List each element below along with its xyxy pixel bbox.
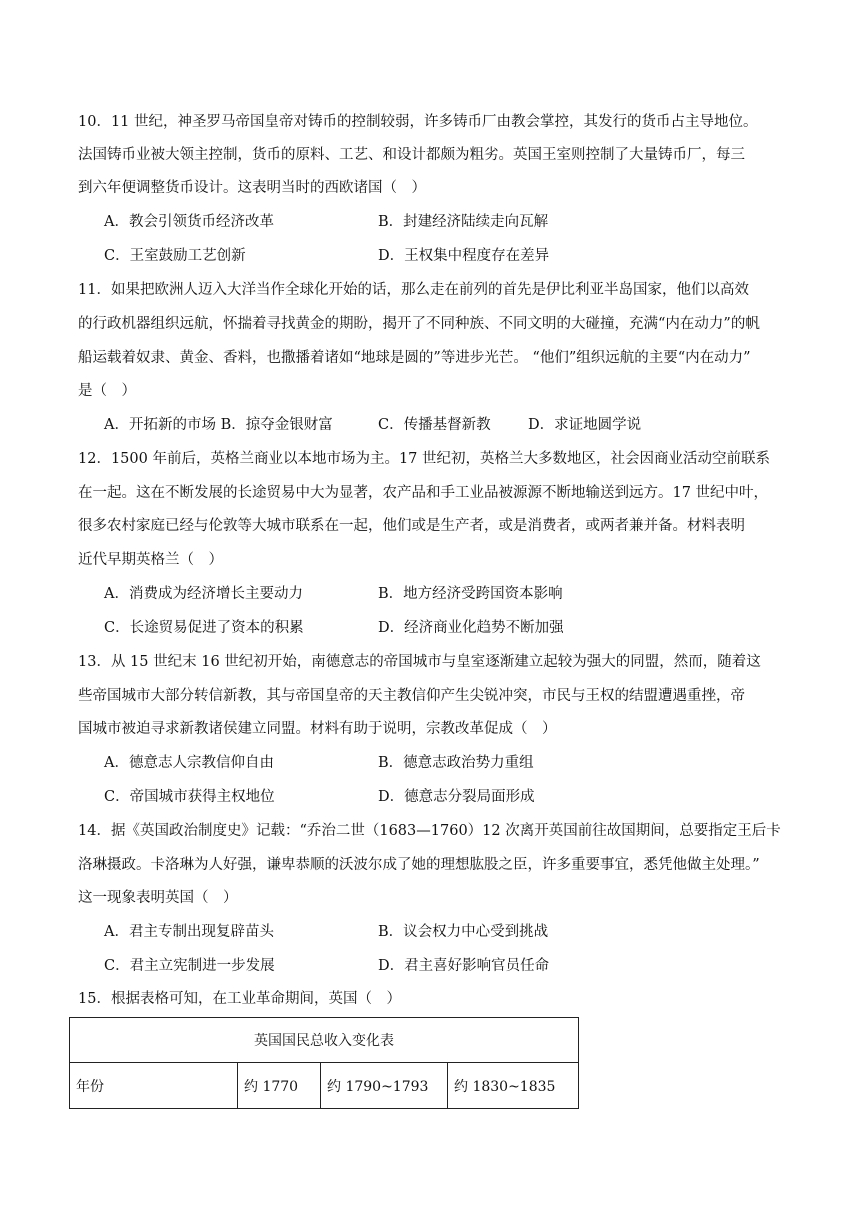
question-12-line-3: 很多农村家庭已经与伦敦等大城市联系在一起，他们或是生产者，或是消费者，或两者兼并备。材料表明 xyxy=(78,518,745,534)
question-14-option-b[interactable]: B．议会权力中心受到挑战 xyxy=(378,924,549,940)
question-10-line-2: 法国铸币业被大领主控制，货币的原料、工艺、和设计都颇为粗劣。英国王室则控制了大量铸币厂，每三 xyxy=(78,147,745,163)
table-row xyxy=(70,1063,579,1109)
question-10-line-1: 10．11 世纪，神圣罗马帝国皇帝对铸币的控制较弱，许多铸币厂由教会掌控，其发行的货币占主导地位。 xyxy=(78,114,758,130)
question-13-option-c[interactable]: C．帝国城市获得主权地位 xyxy=(104,789,275,805)
question-12-option-b[interactable]: B．地方经济受跨国资本影响 xyxy=(378,586,563,602)
question-11-line-4: 是（ ） xyxy=(78,383,136,399)
question-14-option-c[interactable]: C．君主立宪制进一步发展 xyxy=(104,958,275,974)
question-14-option-a[interactable]: A．君主专制出现复辟苗头 xyxy=(104,924,274,940)
question-11-line-3: 船运载着奴隶、黄金、香料，也撒播着诸如“地球是圆的”等进步光芒。 “他们”组织远航的主要“内在动力” xyxy=(78,350,751,366)
question-10-option-a[interactable]: A．教会引领货币经济改革 xyxy=(104,214,274,230)
question-12-line-2: 在一起。这在不断发展的长途贸易中大为显著，农产品和手工业品被源源不断地输送到远方。17 世纪中叶， xyxy=(78,485,769,501)
table-title: 英国国民总收入变化表 xyxy=(70,1018,579,1063)
question-12-line-1: 12．1500 年前后，英格兰商业以本地市场为主。17 世纪初，英格兰大多数地区，社会因商业活动空前联系 xyxy=(78,451,771,467)
question-10-option-b[interactable]: B．封建经济陆续走向瓦解 xyxy=(378,214,549,230)
table-cell: 约 1790~1793 xyxy=(321,1063,448,1109)
question-11-option-d[interactable]: D．求证地圆学说 xyxy=(528,417,642,433)
question-12-line-4: 近代早期英格兰（ ） xyxy=(78,552,223,568)
question-14-line-2: 洛琳摄政。卡洛琳为人好强，谦卑恭顺的沃波尔成了她的理想肱股之臣，许多重要事宜，悉凭他做主处理。” xyxy=(78,857,760,873)
question-13-option-b[interactable]: B．德意志政治势力重组 xyxy=(378,755,534,771)
question-13-line-2: 些帝国城市大部分转信新教，其与帝国皇帝的天主教信仰产生尖锐冲突，市民与王权的结盟遭遇重挫，帝 xyxy=(78,688,745,704)
question-11-option-c[interactable]: C．传播基督新教 xyxy=(378,417,491,433)
question-13-line-3: 国城市被迫寻求新教诸侯建立同盟。材料有助于说明，宗教改革促成（ ） xyxy=(78,721,557,737)
question-10-line-3: 到六年便调整货币设计。这表明当时的西欧诸国（ ） xyxy=(78,180,426,196)
question-13-option-a[interactable]: A．德意志人宗教信仰自由 xyxy=(104,755,274,771)
question-13-option-d[interactable]: D．德意志分裂局面形成 xyxy=(378,789,535,805)
question-14-line-1: 14．据《英国政治制度史》记载：“乔治二世（1683—1760）12 次离开英国前往故国期间，总要指定王后卡 xyxy=(78,823,781,839)
question-12-option-c[interactable]: C．长途贸易促进了资本的积累 xyxy=(104,620,304,636)
question-14-line-3: 这一现象表明英国（ ） xyxy=(78,890,238,906)
table-cell: 约 1830~1835 xyxy=(448,1063,579,1109)
question-15-line-1: 15．根据表格可知，在工业革命期间，英国（ ） xyxy=(78,991,401,1007)
question-12-option-a[interactable]: A．消费成为经济增长主要动力 xyxy=(104,586,303,602)
question-10-option-d[interactable]: D．王权集中程度存在差异 xyxy=(378,248,550,264)
question-11-option-ab[interactable]: A．开拓新的市场 B．掠夺金银财富 xyxy=(104,417,333,433)
question-14-option-d[interactable]: D．君主喜好影响官员任命 xyxy=(378,958,550,974)
question-12-option-d[interactable]: D．经济商业化趋势不断加强 xyxy=(378,620,564,636)
question-11-line-1: 11．如果把欧洲人迈入大洋当作全球化开始的话，那么走在前列的首先是伊比利亚半岛国家，他们以高效 xyxy=(78,282,749,298)
table-cell: 约 1770 xyxy=(238,1063,321,1109)
question-10-option-c[interactable]: C．王室鼓励工艺创新 xyxy=(104,248,246,264)
question-11-line-2: 的行政机器组织远航，怀揣着寻找黄金的期盼，揭开了不同种族、不同文明的大碰撞，充满“内在动力”的帆 xyxy=(78,316,760,332)
table-row-label: 年份 xyxy=(70,1063,238,1109)
income-table xyxy=(69,1017,579,1109)
table-title-row xyxy=(70,1018,579,1063)
question-13-line-1: 13．从 15 世纪末 16 世纪初开始，南德意志的帝国城市与皇室逐渐建立起较为强大的同盟，然而，随着这 xyxy=(78,654,761,670)
